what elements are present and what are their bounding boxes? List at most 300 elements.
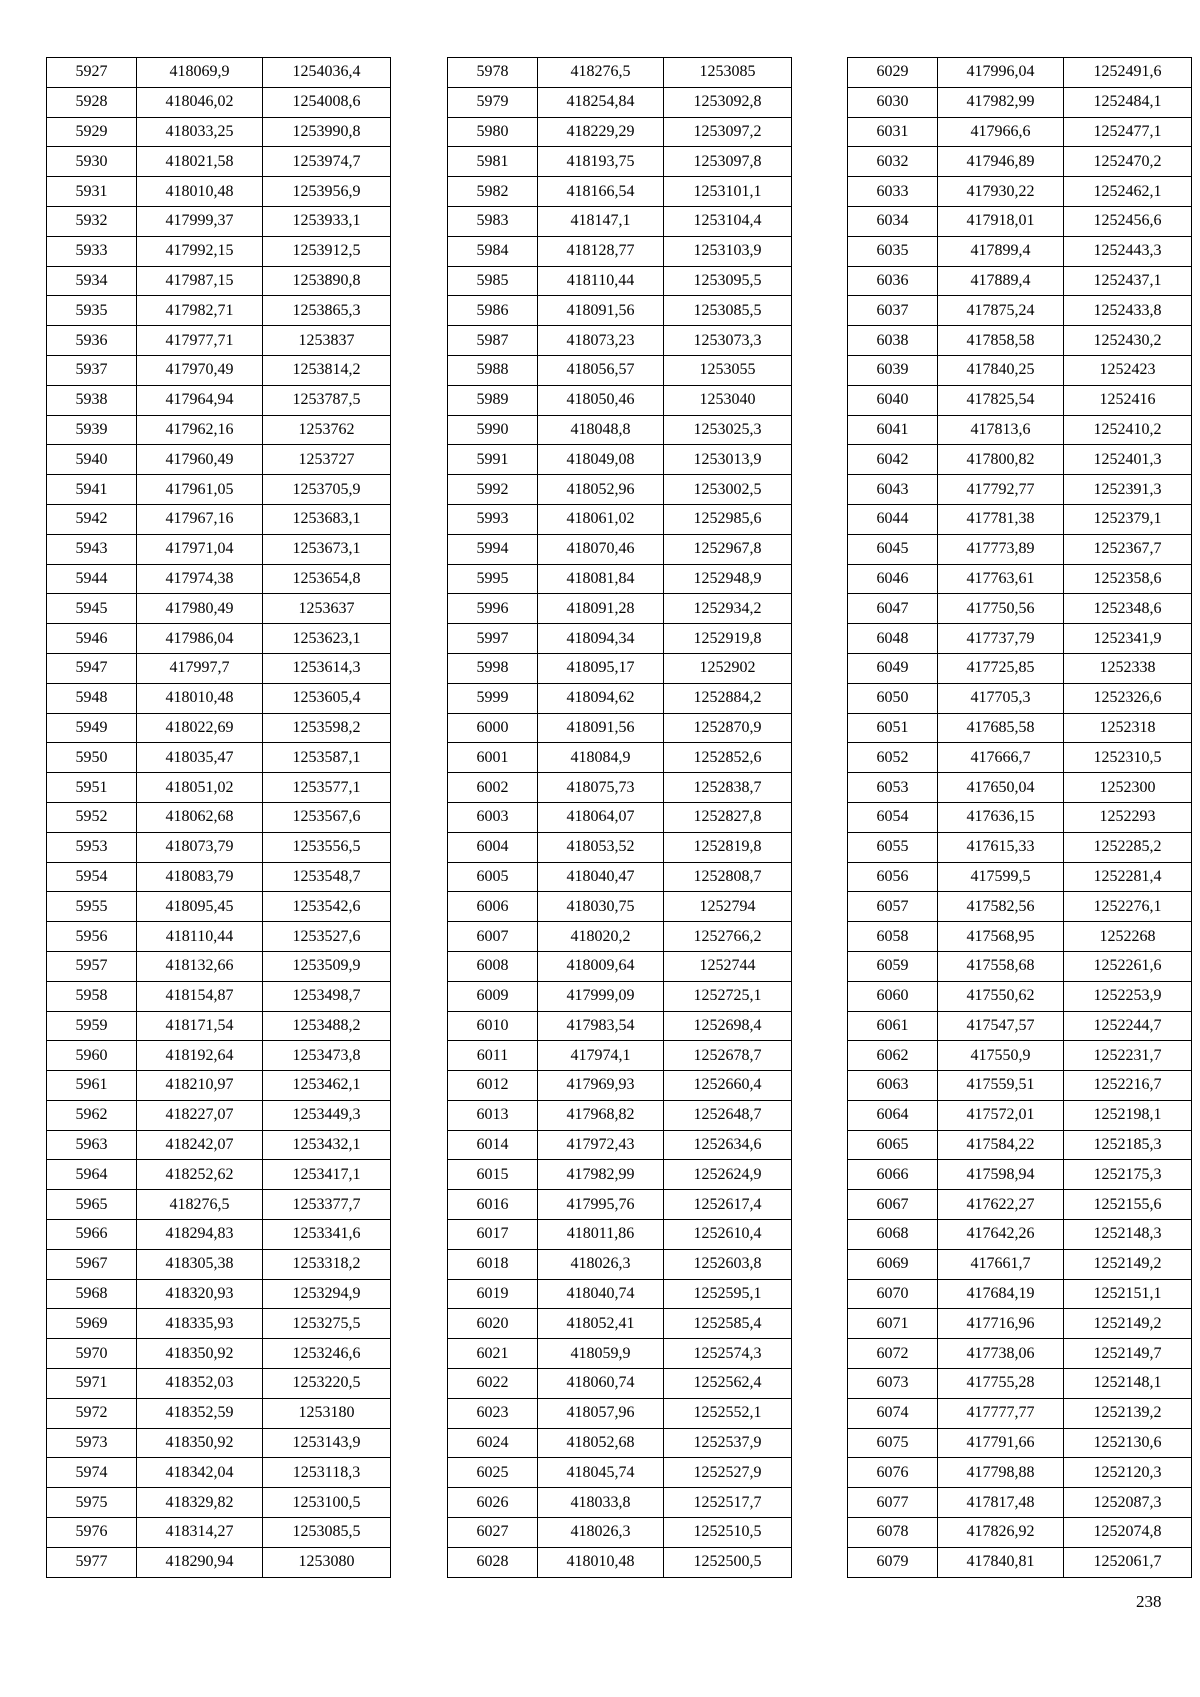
x-coordinate-cell: 417559,51 bbox=[938, 1071, 1064, 1101]
y-coordinate-cell: 1252430,2 bbox=[1064, 326, 1192, 356]
point-number-cell: 6065 bbox=[848, 1130, 938, 1160]
coordinates-table-1 bbox=[46, 57, 391, 1578]
y-coordinate-cell: 1252074,8 bbox=[1064, 1518, 1192, 1548]
table-row bbox=[848, 743, 1192, 773]
y-coordinate-cell: 1253837 bbox=[263, 326, 391, 356]
table-row bbox=[848, 1458, 1192, 1488]
table-row bbox=[848, 206, 1192, 236]
x-coordinate-cell: 417970,49 bbox=[137, 355, 263, 385]
table-row bbox=[448, 892, 792, 922]
point-number-cell: 6000 bbox=[448, 713, 538, 743]
point-number-cell: 5939 bbox=[47, 415, 137, 445]
y-coordinate-cell: 1252610,4 bbox=[664, 1220, 792, 1250]
y-coordinate-cell: 1252130,6 bbox=[1064, 1428, 1192, 1458]
y-coordinate-cell: 1252149,2 bbox=[1064, 1249, 1192, 1279]
y-coordinate-cell: 1252884,2 bbox=[664, 683, 792, 713]
y-coordinate-cell: 1252391,3 bbox=[1064, 475, 1192, 505]
point-number-cell: 5979 bbox=[448, 87, 538, 117]
table-row bbox=[848, 1488, 1192, 1518]
x-coordinate-cell: 418070,46 bbox=[538, 534, 664, 564]
x-coordinate-cell: 417813,6 bbox=[938, 415, 1064, 445]
table-row bbox=[47, 1309, 391, 1339]
point-number-cell: 6043 bbox=[848, 475, 938, 505]
table-row bbox=[448, 1011, 792, 1041]
point-number-cell: 6015 bbox=[448, 1160, 538, 1190]
y-coordinate-cell: 1253705,9 bbox=[263, 475, 391, 505]
table-row bbox=[448, 594, 792, 624]
y-coordinate-cell: 1252151,1 bbox=[1064, 1279, 1192, 1309]
x-coordinate-cell: 418095,45 bbox=[137, 892, 263, 922]
table-row bbox=[848, 802, 1192, 832]
point-number-cell: 6074 bbox=[848, 1398, 938, 1428]
x-coordinate-cell: 418026,3 bbox=[538, 1518, 664, 1548]
table-row bbox=[47, 1488, 391, 1518]
table-row bbox=[448, 1190, 792, 1220]
point-number-cell: 5973 bbox=[47, 1428, 137, 1458]
x-coordinate-cell: 418064,07 bbox=[538, 802, 664, 832]
point-number-cell: 5927 bbox=[47, 58, 137, 88]
table-row bbox=[47, 1011, 391, 1041]
y-coordinate-cell: 1253587,1 bbox=[263, 743, 391, 773]
point-number-cell: 6029 bbox=[848, 58, 938, 88]
table-row bbox=[47, 1041, 391, 1071]
point-number-cell: 6008 bbox=[448, 951, 538, 981]
y-coordinate-cell: 1252660,4 bbox=[664, 1071, 792, 1101]
y-coordinate-cell: 1253787,5 bbox=[263, 385, 391, 415]
table-row bbox=[848, 1041, 1192, 1071]
table-row bbox=[848, 922, 1192, 952]
table-row bbox=[848, 1339, 1192, 1369]
y-coordinate-cell: 1253432,1 bbox=[263, 1130, 391, 1160]
x-coordinate-cell: 418049,08 bbox=[538, 445, 664, 475]
table-row bbox=[848, 147, 1192, 177]
y-coordinate-cell: 1252087,3 bbox=[1064, 1488, 1192, 1518]
table-row bbox=[848, 1309, 1192, 1339]
x-coordinate-cell: 417622,27 bbox=[938, 1190, 1064, 1220]
x-coordinate-cell: 417974,38 bbox=[137, 564, 263, 594]
point-number-cell: 6067 bbox=[848, 1190, 938, 1220]
x-coordinate-cell: 417716,96 bbox=[938, 1309, 1064, 1339]
table-row bbox=[848, 1547, 1192, 1577]
x-coordinate-cell: 417977,71 bbox=[137, 326, 263, 356]
x-coordinate-cell: 418040,47 bbox=[538, 862, 664, 892]
point-number-cell: 6060 bbox=[848, 981, 938, 1011]
x-coordinate-cell: 417582,56 bbox=[938, 892, 1064, 922]
y-coordinate-cell: 1254036,4 bbox=[263, 58, 391, 88]
y-coordinate-cell: 1253246,6 bbox=[263, 1339, 391, 1369]
x-coordinate-cell: 418050,46 bbox=[538, 385, 664, 415]
point-number-cell: 5975 bbox=[47, 1488, 137, 1518]
x-coordinate-cell: 417773,89 bbox=[938, 534, 1064, 564]
x-coordinate-cell: 418091,28 bbox=[538, 594, 664, 624]
x-coordinate-cell: 418062,68 bbox=[137, 802, 263, 832]
point-number-cell: 5990 bbox=[448, 415, 538, 445]
point-number-cell: 5936 bbox=[47, 326, 137, 356]
table-row bbox=[47, 713, 391, 743]
y-coordinate-cell: 1253143,9 bbox=[263, 1428, 391, 1458]
point-number-cell: 6059 bbox=[848, 951, 938, 981]
y-coordinate-cell: 1252491,6 bbox=[1064, 58, 1192, 88]
y-coordinate-cell: 1253527,6 bbox=[263, 922, 391, 952]
point-number-cell: 5987 bbox=[448, 326, 538, 356]
y-coordinate-cell: 1253890,8 bbox=[263, 266, 391, 296]
coordinates-table-2 bbox=[447, 57, 792, 1578]
point-number-cell: 6062 bbox=[848, 1041, 938, 1071]
table-row bbox=[47, 1428, 391, 1458]
x-coordinate-cell: 418057,96 bbox=[538, 1398, 664, 1428]
table-row bbox=[848, 385, 1192, 415]
point-number-cell: 6049 bbox=[848, 653, 938, 683]
y-coordinate-cell: 1252477,1 bbox=[1064, 117, 1192, 147]
point-number-cell: 5935 bbox=[47, 296, 137, 326]
table-row bbox=[848, 773, 1192, 803]
y-coordinate-cell: 1253085,5 bbox=[263, 1518, 391, 1548]
x-coordinate-cell: 417550,9 bbox=[938, 1041, 1064, 1071]
point-number-cell: 5962 bbox=[47, 1100, 137, 1130]
y-coordinate-cell: 1252838,7 bbox=[664, 773, 792, 803]
y-coordinate-cell: 1252967,8 bbox=[664, 534, 792, 564]
point-number-cell: 6034 bbox=[848, 206, 938, 236]
table-row bbox=[47, 564, 391, 594]
x-coordinate-cell: 418010,48 bbox=[137, 683, 263, 713]
y-coordinate-cell: 1252139,2 bbox=[1064, 1398, 1192, 1428]
point-number-cell: 5974 bbox=[47, 1458, 137, 1488]
x-coordinate-cell: 417705,3 bbox=[938, 683, 1064, 713]
table-row bbox=[848, 1100, 1192, 1130]
table-row bbox=[448, 415, 792, 445]
point-number-cell: 6018 bbox=[448, 1249, 538, 1279]
point-number-cell: 6042 bbox=[848, 445, 938, 475]
point-number-cell: 5983 bbox=[448, 206, 538, 236]
table-row bbox=[448, 922, 792, 952]
x-coordinate-cell: 418192,64 bbox=[137, 1041, 263, 1071]
table-row bbox=[448, 1398, 792, 1428]
table-row bbox=[848, 951, 1192, 981]
table-row bbox=[47, 385, 391, 415]
y-coordinate-cell: 1252061,7 bbox=[1064, 1547, 1192, 1577]
point-number-cell: 6058 bbox=[848, 922, 938, 952]
y-coordinate-cell: 1253548,7 bbox=[263, 862, 391, 892]
point-number-cell: 5981 bbox=[448, 147, 538, 177]
x-coordinate-cell: 417946,89 bbox=[938, 147, 1064, 177]
x-coordinate-cell: 418045,74 bbox=[538, 1458, 664, 1488]
table-row bbox=[448, 743, 792, 773]
y-coordinate-cell: 1252603,8 bbox=[664, 1249, 792, 1279]
point-number-cell: 6026 bbox=[448, 1488, 538, 1518]
y-coordinate-cell: 1253073,3 bbox=[664, 326, 792, 356]
x-coordinate-cell: 418276,5 bbox=[137, 1190, 263, 1220]
y-coordinate-cell: 1253104,4 bbox=[664, 206, 792, 236]
x-coordinate-cell: 417572,01 bbox=[938, 1100, 1064, 1130]
table-row bbox=[848, 564, 1192, 594]
point-number-cell: 5958 bbox=[47, 981, 137, 1011]
point-number-cell: 6024 bbox=[448, 1428, 538, 1458]
point-number-cell: 5989 bbox=[448, 385, 538, 415]
y-coordinate-cell: 1253417,1 bbox=[263, 1160, 391, 1190]
table-row bbox=[47, 594, 391, 624]
y-coordinate-cell: 1252484,1 bbox=[1064, 87, 1192, 117]
x-coordinate-cell: 418046,02 bbox=[137, 87, 263, 117]
point-number-cell: 6016 bbox=[448, 1190, 538, 1220]
point-number-cell: 5982 bbox=[448, 177, 538, 207]
y-coordinate-cell: 1252318 bbox=[1064, 713, 1192, 743]
table-row bbox=[848, 892, 1192, 922]
point-number-cell: 5949 bbox=[47, 713, 137, 743]
table-row bbox=[47, 1220, 391, 1250]
y-coordinate-cell: 1253341,6 bbox=[263, 1220, 391, 1250]
x-coordinate-cell: 417962,16 bbox=[137, 415, 263, 445]
point-number-cell: 6040 bbox=[848, 385, 938, 415]
y-coordinate-cell: 1252617,4 bbox=[664, 1190, 792, 1220]
table-row bbox=[448, 326, 792, 356]
table-row bbox=[47, 743, 391, 773]
x-coordinate-cell: 418052,96 bbox=[538, 475, 664, 505]
point-number-cell: 5992 bbox=[448, 475, 538, 505]
point-number-cell: 6003 bbox=[448, 802, 538, 832]
x-coordinate-cell: 417738,06 bbox=[938, 1339, 1064, 1369]
x-coordinate-cell: 417918,01 bbox=[938, 206, 1064, 236]
y-coordinate-cell: 1252423 bbox=[1064, 355, 1192, 385]
x-coordinate-cell: 417969,93 bbox=[538, 1071, 664, 1101]
point-number-cell: 6056 bbox=[848, 862, 938, 892]
x-coordinate-cell: 418059,9 bbox=[538, 1339, 664, 1369]
table-row bbox=[47, 326, 391, 356]
x-coordinate-cell: 417642,26 bbox=[938, 1220, 1064, 1250]
table-row bbox=[448, 773, 792, 803]
x-coordinate-cell: 418084,9 bbox=[538, 743, 664, 773]
table-row bbox=[448, 445, 792, 475]
table-row bbox=[848, 236, 1192, 266]
y-coordinate-cell: 1252678,7 bbox=[664, 1041, 792, 1071]
point-number-cell: 6044 bbox=[848, 504, 938, 534]
y-coordinate-cell: 1252231,7 bbox=[1064, 1041, 1192, 1071]
table-row bbox=[47, 415, 391, 445]
table-row bbox=[448, 981, 792, 1011]
y-coordinate-cell: 1253002,5 bbox=[664, 475, 792, 505]
y-coordinate-cell: 1253637 bbox=[263, 594, 391, 624]
table-row bbox=[47, 1279, 391, 1309]
y-coordinate-cell: 1253990,8 bbox=[263, 117, 391, 147]
table-row bbox=[47, 773, 391, 803]
y-coordinate-cell: 1252175,3 bbox=[1064, 1160, 1192, 1190]
y-coordinate-cell: 1253318,2 bbox=[263, 1249, 391, 1279]
table-row bbox=[448, 296, 792, 326]
table-row bbox=[47, 1071, 391, 1101]
table-row bbox=[848, 415, 1192, 445]
x-coordinate-cell: 418314,27 bbox=[137, 1518, 263, 1548]
x-coordinate-cell: 418061,02 bbox=[538, 504, 664, 534]
table-row bbox=[448, 862, 792, 892]
point-number-cell: 5985 bbox=[448, 266, 538, 296]
x-coordinate-cell: 418052,68 bbox=[538, 1428, 664, 1458]
point-number-cell: 5947 bbox=[47, 653, 137, 683]
x-coordinate-cell: 417798,88 bbox=[938, 1458, 1064, 1488]
y-coordinate-cell: 1252852,6 bbox=[664, 743, 792, 773]
y-coordinate-cell: 1253567,6 bbox=[263, 802, 391, 832]
point-number-cell: 5986 bbox=[448, 296, 538, 326]
point-number-cell: 5932 bbox=[47, 206, 137, 236]
y-coordinate-cell: 1252367,7 bbox=[1064, 534, 1192, 564]
point-number-cell: 6046 bbox=[848, 564, 938, 594]
x-coordinate-cell: 417971,04 bbox=[137, 534, 263, 564]
table-row bbox=[848, 1428, 1192, 1458]
table-row bbox=[448, 206, 792, 236]
table-row bbox=[47, 1339, 391, 1369]
x-coordinate-cell: 418294,83 bbox=[137, 1220, 263, 1250]
x-coordinate-cell: 418305,38 bbox=[137, 1249, 263, 1279]
point-number-cell: 6012 bbox=[448, 1071, 538, 1101]
point-number-cell: 5984 bbox=[448, 236, 538, 266]
y-coordinate-cell: 1252244,7 bbox=[1064, 1011, 1192, 1041]
point-number-cell: 6069 bbox=[848, 1249, 938, 1279]
y-coordinate-cell: 1253598,2 bbox=[263, 713, 391, 743]
x-coordinate-cell: 417987,15 bbox=[137, 266, 263, 296]
y-coordinate-cell: 1252358,6 bbox=[1064, 564, 1192, 594]
y-coordinate-cell: 1253577,1 bbox=[263, 773, 391, 803]
point-number-cell: 5948 bbox=[47, 683, 137, 713]
point-number-cell: 5961 bbox=[47, 1071, 137, 1101]
y-coordinate-cell: 1252948,9 bbox=[664, 564, 792, 594]
y-coordinate-cell: 1253933,1 bbox=[263, 206, 391, 236]
point-number-cell: 5996 bbox=[448, 594, 538, 624]
point-number-cell: 6038 bbox=[848, 326, 938, 356]
x-coordinate-cell: 418009,64 bbox=[538, 951, 664, 981]
x-coordinate-cell: 417615,33 bbox=[938, 832, 1064, 862]
x-coordinate-cell: 418229,29 bbox=[538, 117, 664, 147]
y-coordinate-cell: 1253275,5 bbox=[263, 1309, 391, 1339]
table-row bbox=[47, 832, 391, 862]
x-coordinate-cell: 418094,62 bbox=[538, 683, 664, 713]
table-row bbox=[47, 862, 391, 892]
x-coordinate-cell: 418154,87 bbox=[137, 981, 263, 1011]
coordinates-table-3 bbox=[847, 57, 1192, 1578]
point-number-cell: 6004 bbox=[448, 832, 538, 862]
y-coordinate-cell: 1252470,2 bbox=[1064, 147, 1192, 177]
point-number-cell: 6039 bbox=[848, 355, 938, 385]
table-row bbox=[448, 1071, 792, 1101]
point-number-cell: 5944 bbox=[47, 564, 137, 594]
point-number-cell: 6014 bbox=[448, 1130, 538, 1160]
table-row bbox=[47, 147, 391, 177]
table-row bbox=[848, 1369, 1192, 1399]
table-row bbox=[848, 326, 1192, 356]
x-coordinate-cell: 418095,17 bbox=[538, 653, 664, 683]
y-coordinate-cell: 1252416 bbox=[1064, 385, 1192, 415]
table-row bbox=[448, 475, 792, 505]
point-number-cell: 6013 bbox=[448, 1100, 538, 1130]
y-coordinate-cell: 1252410,2 bbox=[1064, 415, 1192, 445]
point-number-cell: 5952 bbox=[47, 802, 137, 832]
x-coordinate-cell: 417999,37 bbox=[137, 206, 263, 236]
x-coordinate-cell: 417889,4 bbox=[938, 266, 1064, 296]
table-row bbox=[448, 385, 792, 415]
point-number-cell: 5971 bbox=[47, 1369, 137, 1399]
x-coordinate-cell: 417968,82 bbox=[538, 1100, 664, 1130]
y-coordinate-cell: 1253013,9 bbox=[664, 445, 792, 475]
point-number-cell: 6068 bbox=[848, 1220, 938, 1250]
x-coordinate-cell: 417792,77 bbox=[938, 475, 1064, 505]
x-coordinate-cell: 418033,8 bbox=[538, 1488, 664, 1518]
point-number-cell: 6035 bbox=[848, 236, 938, 266]
point-number-cell: 6006 bbox=[448, 892, 538, 922]
y-coordinate-cell: 1253912,5 bbox=[263, 236, 391, 266]
x-coordinate-cell: 418026,3 bbox=[538, 1249, 664, 1279]
y-coordinate-cell: 1252902 bbox=[664, 653, 792, 683]
point-number-cell: 5993 bbox=[448, 504, 538, 534]
point-number-cell: 6041 bbox=[848, 415, 938, 445]
x-coordinate-cell: 417684,19 bbox=[938, 1279, 1064, 1309]
table-row bbox=[47, 1398, 391, 1428]
y-coordinate-cell: 1252527,9 bbox=[664, 1458, 792, 1488]
point-number-cell: 5972 bbox=[47, 1398, 137, 1428]
point-number-cell: 5933 bbox=[47, 236, 137, 266]
y-coordinate-cell: 1252437,1 bbox=[1064, 266, 1192, 296]
point-number-cell: 6050 bbox=[848, 683, 938, 713]
point-number-cell: 5931 bbox=[47, 177, 137, 207]
x-coordinate-cell: 417568,95 bbox=[938, 922, 1064, 952]
y-coordinate-cell: 1253085 bbox=[664, 58, 792, 88]
table-row bbox=[848, 862, 1192, 892]
point-number-cell: 5929 bbox=[47, 117, 137, 147]
point-number-cell: 5960 bbox=[47, 1041, 137, 1071]
point-number-cell: 6070 bbox=[848, 1279, 938, 1309]
table-row bbox=[448, 1160, 792, 1190]
x-coordinate-cell: 418030,75 bbox=[538, 892, 664, 922]
y-coordinate-cell: 1252562,4 bbox=[664, 1369, 792, 1399]
x-coordinate-cell: 417982,99 bbox=[938, 87, 1064, 117]
x-coordinate-cell: 418033,25 bbox=[137, 117, 263, 147]
x-coordinate-cell: 418166,54 bbox=[538, 177, 664, 207]
point-number-cell: 5928 bbox=[47, 87, 137, 117]
table-row bbox=[848, 1398, 1192, 1428]
table-row bbox=[848, 1130, 1192, 1160]
point-number-cell: 5970 bbox=[47, 1339, 137, 1369]
point-number-cell: 6036 bbox=[848, 266, 938, 296]
point-number-cell: 6032 bbox=[848, 147, 938, 177]
y-coordinate-cell: 1252517,7 bbox=[664, 1488, 792, 1518]
x-coordinate-cell: 417992,15 bbox=[137, 236, 263, 266]
point-number-cell: 6052 bbox=[848, 743, 938, 773]
y-coordinate-cell: 1253623,1 bbox=[263, 624, 391, 654]
y-coordinate-cell: 1252634,6 bbox=[664, 1130, 792, 1160]
x-coordinate-cell: 418091,56 bbox=[538, 296, 664, 326]
point-number-cell: 5959 bbox=[47, 1011, 137, 1041]
point-number-cell: 6007 bbox=[448, 922, 538, 952]
x-coordinate-cell: 417999,09 bbox=[538, 981, 664, 1011]
x-coordinate-cell: 417825,54 bbox=[938, 385, 1064, 415]
x-coordinate-cell: 417826,92 bbox=[938, 1518, 1064, 1548]
x-coordinate-cell: 417584,22 bbox=[938, 1130, 1064, 1160]
x-coordinate-cell: 417967,16 bbox=[137, 504, 263, 534]
point-number-cell: 5943 bbox=[47, 534, 137, 564]
x-coordinate-cell: 417980,49 bbox=[137, 594, 263, 624]
table-row bbox=[448, 564, 792, 594]
x-coordinate-cell: 418110,44 bbox=[137, 922, 263, 952]
y-coordinate-cell: 1252919,8 bbox=[664, 624, 792, 654]
point-number-cell: 5938 bbox=[47, 385, 137, 415]
y-coordinate-cell: 1253727 bbox=[263, 445, 391, 475]
y-coordinate-cell: 1252149,7 bbox=[1064, 1339, 1192, 1369]
point-number-cell: 5956 bbox=[47, 922, 137, 952]
point-number-cell: 5965 bbox=[47, 1190, 137, 1220]
x-coordinate-cell: 418091,56 bbox=[538, 713, 664, 743]
table-row bbox=[47, 683, 391, 713]
x-coordinate-cell: 417982,99 bbox=[538, 1160, 664, 1190]
point-number-cell: 5967 bbox=[47, 1249, 137, 1279]
x-coordinate-cell: 418335,93 bbox=[137, 1309, 263, 1339]
x-coordinate-cell: 417899,4 bbox=[938, 236, 1064, 266]
y-coordinate-cell: 1252148,1 bbox=[1064, 1369, 1192, 1399]
